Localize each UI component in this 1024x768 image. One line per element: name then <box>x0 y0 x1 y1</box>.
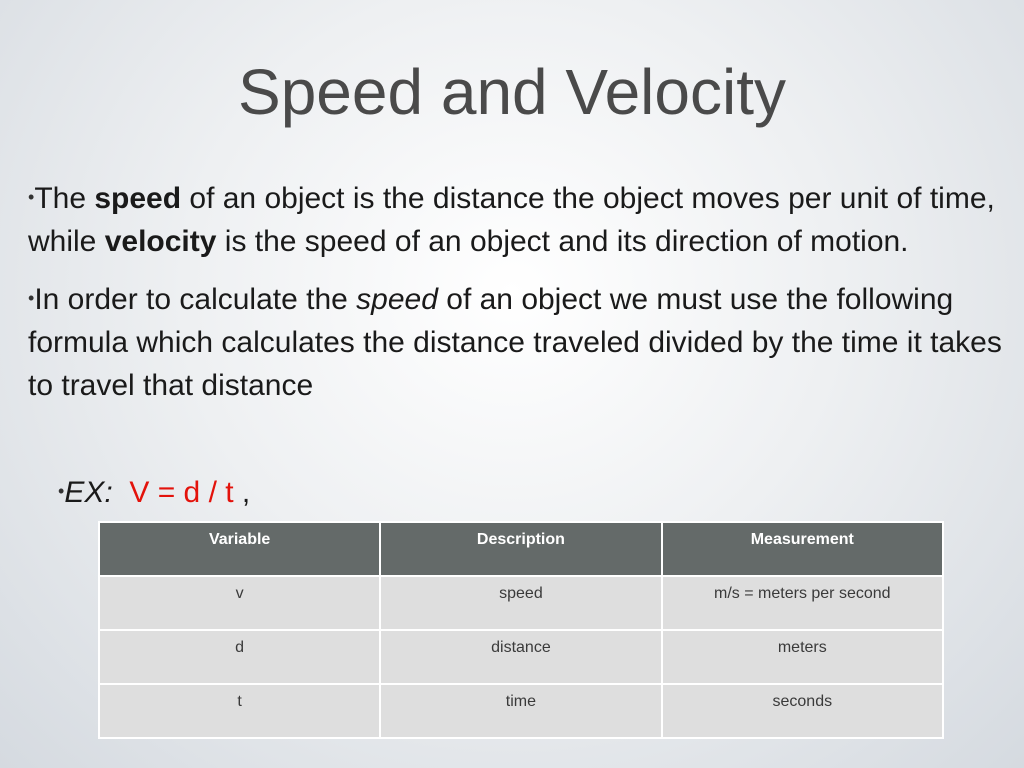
bullet-item-speed-definition <box>28 176 1008 263</box>
bullet-item-speed-formula <box>28 277 1008 407</box>
table-row <box>99 684 943 738</box>
bullet-text: In order to calculate the <box>34 283 357 316</box>
header-description: Description <box>380 522 661 576</box>
table-row <box>99 630 943 684</box>
cell-variable: t <box>99 684 380 738</box>
header-measurement: Measurement <box>662 522 943 576</box>
cell-description: speed <box>380 576 661 630</box>
bullet-text: is the speed of an object and its direction of motion. <box>216 225 909 258</box>
variables-table <box>98 521 944 739</box>
bullet-text: of an object is the distance the object moves per unit of time, while <box>28 182 995 258</box>
cell-description: distance <box>380 630 661 684</box>
speed-formula: V = d / t <box>129 476 234 509</box>
cell-measurement: meters <box>662 630 943 684</box>
bullet-text: The <box>34 182 95 215</box>
bullet-dot-icon: • <box>58 481 65 501</box>
table-header-row <box>99 522 943 576</box>
table-row <box>99 576 943 630</box>
term-velocity: velocity <box>104 225 217 258</box>
cell-measurement: m/s = meters per second <box>662 576 943 630</box>
bullet-text: of an object we must use the following formula which calculates the distance traveled divided by the time it takes to travel that distance <box>28 283 1002 402</box>
bullet-list <box>28 176 1008 421</box>
cell-description: time <box>380 684 661 738</box>
term-speed: speed <box>94 182 182 215</box>
bullet-dot-icon: • <box>28 288 35 308</box>
example-suffix: , <box>233 476 251 509</box>
term-speed-italic: speed <box>356 283 438 316</box>
example-bullet <box>58 470 250 514</box>
slide-title: Speed and Velocity <box>238 56 786 128</box>
header-variable: Variable <box>99 522 380 576</box>
cell-variable: d <box>99 630 380 684</box>
bullet-dot-icon: • <box>28 187 35 207</box>
cell-measurement: seconds <box>662 684 943 738</box>
cell-variable: v <box>99 576 380 630</box>
example-label: EX: <box>64 476 113 509</box>
